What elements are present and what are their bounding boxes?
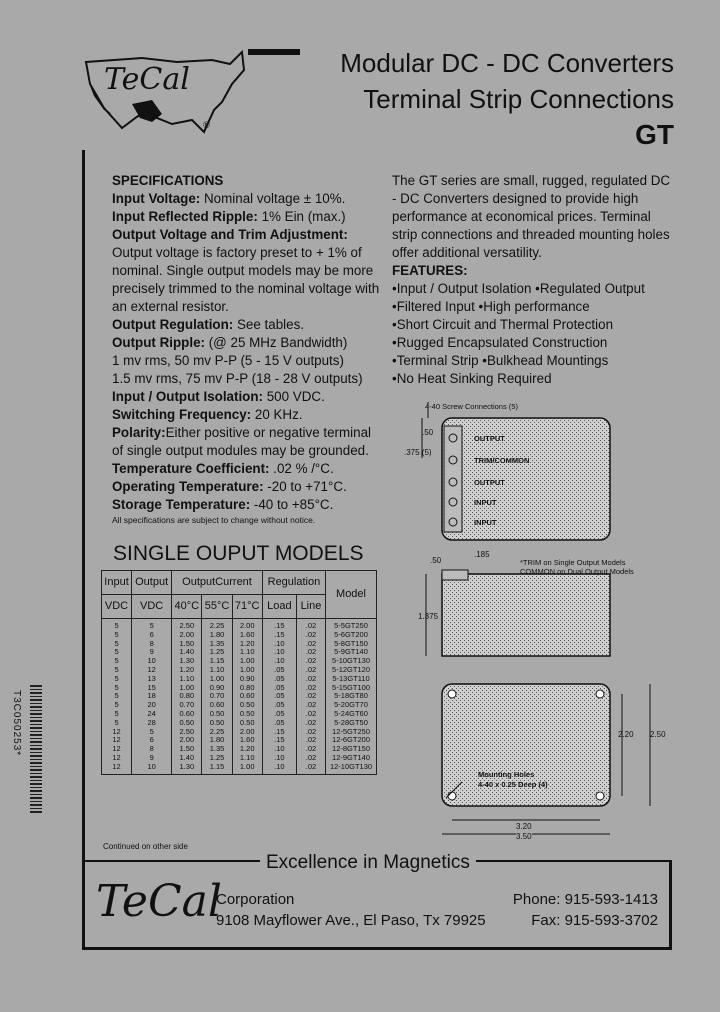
table-cell: 2.25 [202, 728, 232, 737]
polarity-value: Either positive or negative terminal of single output modules may be grounded. [112, 425, 372, 458]
table-cell: 6 [132, 631, 172, 640]
output-ripple-label: Output Ripple: [112, 335, 205, 350]
company-address: 9108 Mayflower Ave., El Paso, Tx 79925 [216, 912, 486, 929]
trim-label: Output Voltage and Trim Adjustment: [112, 227, 348, 242]
table-cell: .02 [296, 754, 325, 763]
table-cell: 1.10 [202, 666, 232, 675]
table-cell: .02 [296, 701, 325, 710]
table-cell: 5 [102, 675, 132, 684]
feature-item: •Input / Output Isolation •Regulated Output [392, 281, 645, 296]
dim-1375: 1.375 [418, 612, 439, 621]
table-cell: 5 [132, 619, 172, 631]
table-cell: 15 [132, 684, 172, 693]
terminal-label: TRIM/COMMON [474, 456, 530, 465]
table-cell: 9 [132, 648, 172, 657]
col-line: Line [296, 595, 325, 619]
table-cell: 1.50 [172, 745, 202, 754]
col-vdc-out: VDC [132, 595, 172, 619]
table-cell: .15 [262, 631, 296, 640]
table-cell: 0.60 [172, 710, 202, 719]
table-cell: .02 [296, 692, 325, 701]
table-cell: 18 [132, 692, 172, 701]
table-cell: .02 [296, 763, 325, 774]
trim-note-2: COMMON on Dual Output Models [520, 567, 634, 576]
table-cell: 12 [102, 736, 132, 745]
table-cell: 0.90 [232, 675, 262, 684]
table-cell: 5-13GT110 [326, 675, 377, 684]
table-cell: 0.50 [232, 719, 262, 728]
table-cell: .15 [262, 736, 296, 745]
table-cell: 1.30 [172, 763, 202, 774]
title-line-1: Modular DC - DC Converters [340, 48, 674, 78]
table-cell: 12 [102, 745, 132, 754]
table-cell: 5-12GT120 [326, 666, 377, 675]
table-cell: 1.15 [202, 763, 232, 774]
features-heading: FEATURES: [392, 263, 468, 278]
trim-text: Output voltage is factory preset to + 1% of nominal. Single output models may be more precisely trimmed to the nominal voltage with an external resistor. [112, 245, 380, 314]
table-cell: 5-9GT140 [326, 648, 377, 657]
table-cell: 1.80 [202, 631, 232, 640]
phone-number: Phone: 915-593-1413 [512, 891, 658, 908]
table-cell: 5 [102, 684, 132, 693]
table-cell: .10 [262, 754, 296, 763]
table-cell: .05 [262, 692, 296, 701]
table-cell: 12 [102, 754, 132, 763]
storage-temp-value: -40 to +85°C. [253, 497, 334, 512]
table-cell: .02 [296, 640, 325, 649]
table-cell: 0.90 [202, 684, 232, 693]
table-cell: 9 [132, 754, 172, 763]
table-cell: 1.00 [172, 684, 202, 693]
col-model: Model [326, 571, 377, 619]
table-cell: 0.60 [232, 692, 262, 701]
continued-note: Continued on other side [103, 842, 188, 851]
table-cell: .15 [262, 619, 296, 631]
input-voltage-label: Input Voltage: [112, 191, 201, 206]
table-cell: 12-8GT150 [326, 745, 377, 754]
table-cell: 2.50 [172, 619, 202, 631]
table-cell: 12-10GT130 [326, 763, 377, 774]
dim-50: .50 [422, 428, 434, 437]
table-cell: 5-8GT150 [326, 640, 377, 649]
feature-item: •Short Circuit and Thermal Protection [392, 317, 614, 332]
table-cell: 5 [102, 710, 132, 719]
table-cell: 12-6GT200 [326, 736, 377, 745]
isolation-label: Input / Output Isolation: [112, 389, 263, 404]
table-cell: 12 [102, 728, 132, 737]
table-cell: 5 [102, 648, 132, 657]
tempco-value: .02 % /°C. [273, 461, 334, 476]
input-voltage-value: Nominal voltage ± 10%. [204, 191, 346, 206]
table-cell: 2.50 [172, 728, 202, 737]
side-barcode [30, 685, 42, 815]
table-cell: 5-18GT80 [326, 692, 377, 701]
table-cell: 0.50 [202, 710, 232, 719]
table-row [102, 763, 377, 774]
table-cell: 5-15GT100 [326, 684, 377, 693]
table-cell: 24 [132, 710, 172, 719]
table-cell: 2.00 [232, 728, 262, 737]
table-cell: 0.60 [202, 701, 232, 710]
table-cell: 1.10 [232, 648, 262, 657]
table-cell: 12 [132, 666, 172, 675]
dim-350: 3.50 [516, 832, 532, 841]
table-cell: 1.10 [172, 675, 202, 684]
trim-note-1: *TRIM on Single Output Models [520, 558, 626, 567]
frame-left-rule [82, 150, 85, 950]
table-cell: 5 [102, 701, 132, 710]
table-cell: 2.00 [172, 631, 202, 640]
table-cell: 1.20 [232, 745, 262, 754]
terminal-label: INPUT [474, 498, 497, 507]
col-55c: 55°C [202, 595, 232, 619]
table-cell: .02 [296, 619, 325, 631]
series-description: The GT series are small, rugged, regulated DC - DC Converters designed to provide high performance at economical prices. Terminal strip connections and threaded mounting holes offer additional versatility. [392, 173, 671, 260]
side-view-body [442, 574, 610, 656]
feature-item: •Terminal Strip •Bulkhead Mountings [392, 353, 609, 368]
isolation-value: 500 VDC. [266, 389, 325, 404]
frame-right-rule [669, 860, 672, 950]
table-cell: 5-24GT60 [326, 710, 377, 719]
table-cell: 20 [132, 701, 172, 710]
dim-250: 2.50 [650, 730, 666, 739]
table-cell: .05 [262, 675, 296, 684]
table-cell: 10 [132, 657, 172, 666]
slogan: Excellence in Magnetics [260, 852, 476, 874]
table-cell: .02 [296, 719, 325, 728]
table-row [102, 619, 377, 631]
series-code: GT [635, 119, 674, 150]
table-cell: 2.00 [172, 736, 202, 745]
table-cell: 5-6GT200 [326, 631, 377, 640]
ripple-value: 1% Ein (max.) [261, 209, 346, 224]
operating-temp-label: Operating Temperature: [112, 479, 264, 494]
table-cell: 1.20 [232, 640, 262, 649]
col-output-current: OutputCurrent [172, 571, 263, 595]
table-cell: 12-9GT140 [326, 754, 377, 763]
table-cell: 1.00 [232, 763, 262, 774]
table-cell: 1.00 [232, 657, 262, 666]
feature-item: •Rugged Encapsulated Construction [392, 335, 608, 350]
table-cell: 5-10GT130 [326, 657, 377, 666]
dim-185: .185 [474, 550, 490, 559]
storage-temp-label: Storage Temperature: [112, 497, 251, 512]
table-cell: .02 [296, 648, 325, 657]
regulation-value: See tables. [236, 317, 304, 332]
table-cell: 1.35 [202, 745, 232, 754]
table-cell: .02 [296, 710, 325, 719]
col-71c: 71°C [232, 595, 262, 619]
frame-bottom-rule [82, 947, 672, 950]
dim-side-50: .50 [430, 556, 442, 565]
table-cell: .02 [296, 684, 325, 693]
feature-item: •Filtered Input •High performance [392, 299, 590, 314]
table-cell: 1.60 [232, 736, 262, 745]
table-cell: 5 [102, 619, 132, 631]
screw-note: 4-40 Screw Connections (5) [425, 402, 518, 411]
table-cell: 1.40 [172, 648, 202, 657]
specifications-block [112, 172, 384, 526]
table-cell: 1.00 [232, 666, 262, 675]
company-name: Corporation [216, 891, 295, 908]
output-ripple-line-1: 1 mv rms, 50 mv P-P (5 - 15 V outputs) [112, 353, 344, 368]
table-cell: 1.60 [232, 631, 262, 640]
title-line-2: Terminal Strip Connections [363, 84, 674, 114]
dim-375: .375 (5) [404, 448, 432, 457]
table-cell: .05 [262, 684, 296, 693]
table-cell: 28 [132, 719, 172, 728]
col-input: Input [102, 571, 132, 595]
table-cell: .05 [262, 701, 296, 710]
models-title: SINGLE OUPUT MODELS [113, 542, 364, 565]
table-cell: 8 [132, 745, 172, 754]
table-cell: 5 [102, 640, 132, 649]
table-cell: 1.35 [202, 640, 232, 649]
table-cell: 5 [102, 657, 132, 666]
table-cell: 0.50 [172, 719, 202, 728]
switching-label: Switching Frequency: [112, 407, 252, 422]
registered-mark: ® [203, 120, 210, 130]
table-cell: .05 [262, 666, 296, 675]
table-cell: 1.40 [172, 754, 202, 763]
col-output: Output [132, 571, 172, 595]
table-cell: 12-5GT250 [326, 728, 377, 737]
table-cell: 0.50 [232, 701, 262, 710]
table-cell: 5-20GT70 [326, 701, 377, 710]
table-cell: 2.25 [202, 619, 232, 631]
table-cell: 0.70 [172, 701, 202, 710]
table-cell: 5-5GT250 [326, 619, 377, 631]
mount-note-1: Mounting Holes [478, 770, 535, 779]
table-cell: .05 [262, 710, 296, 719]
col-vdc-in: VDC [102, 595, 132, 619]
logo-text: TeCal [104, 62, 190, 97]
table-cell: .02 [296, 728, 325, 737]
feature-item: •No Heat Sinking Required [392, 371, 552, 386]
table-cell: .10 [262, 763, 296, 774]
table-cell: 1.80 [202, 736, 232, 745]
table-cell: 1.25 [202, 754, 232, 763]
table-cell: .10 [262, 648, 296, 657]
table-cell: 0.80 [232, 684, 262, 693]
regulation-label: Output Regulation: [112, 317, 234, 332]
table-cell: 10 [132, 763, 172, 774]
table-cell: 0.50 [232, 710, 262, 719]
table-cell: .05 [262, 719, 296, 728]
intro-block [392, 172, 672, 388]
table-cell: 1.50 [172, 640, 202, 649]
table-cell: 8 [132, 640, 172, 649]
models-table-body [102, 619, 377, 775]
table-cell: .02 [296, 745, 325, 754]
table-cell: 1.25 [202, 648, 232, 657]
col-regulation: Regulation [262, 571, 325, 595]
table-cell: .02 [296, 631, 325, 640]
table-cell: 1.00 [202, 675, 232, 684]
dimension-diagrams [400, 396, 675, 846]
operating-temp-value: -20 to +71°C. [267, 479, 347, 494]
dim-220: 2.20 [618, 730, 634, 739]
terminal-label: OUTPUT [474, 434, 505, 443]
table-cell: 0.50 [202, 719, 232, 728]
col-40c: 40°C [172, 595, 202, 619]
table-cell: 5 [102, 719, 132, 728]
table-cell: 5 [132, 728, 172, 737]
ripple-label: Input Reflected Ripple: [112, 209, 258, 224]
table-cell: .15 [262, 728, 296, 737]
table-cell: .10 [262, 745, 296, 754]
fax-number: Fax: 915-593-3702 [531, 912, 658, 929]
table-cell: 1.10 [232, 754, 262, 763]
specs-heading: SPECIFICATIONS [112, 173, 224, 188]
table-cell: .10 [262, 657, 296, 666]
side-code: T3C050253* [11, 690, 22, 757]
output-ripple-value: (@ 25 MHz Bandwidth) [208, 335, 348, 350]
col-load: Load [262, 595, 296, 619]
table-cell: 0.70 [202, 692, 232, 701]
table-cell: 1.30 [172, 657, 202, 666]
table-cell: 12 [102, 763, 132, 774]
mount-note-2: 4-40 x 0.25 Deep (4) [478, 780, 548, 789]
table-cell: 1.15 [202, 657, 232, 666]
footer-logo: TeCal [96, 876, 222, 927]
specs-footnote: All specifications are subject to change without notice. [112, 515, 316, 525]
terminal-label: INPUT [474, 518, 497, 527]
table-cell: .02 [296, 675, 325, 684]
table-cell: .10 [262, 640, 296, 649]
models-table [101, 570, 377, 775]
table-cell: 0.80 [172, 692, 202, 701]
header-rule-bar [248, 49, 300, 55]
table-cell: .02 [296, 736, 325, 745]
dim-320: 3.20 [516, 822, 532, 831]
table-cell: 2.00 [232, 619, 262, 631]
table-cell: .02 [296, 666, 325, 675]
table-cell: 6 [132, 736, 172, 745]
top-view-body [442, 418, 610, 540]
switching-value: 20 KHz. [254, 407, 303, 422]
table-cell: 13 [132, 675, 172, 684]
table-cell: 5 [102, 631, 132, 640]
tempco-label: Temperature Coefficient: [112, 461, 270, 476]
polarity-label: Polarity: [112, 425, 166, 440]
table-cell: 5 [102, 666, 132, 675]
output-ripple-line-2: 1.5 mv rms, 75 mv P-P (18 - 28 V outputs) [112, 371, 363, 386]
table-cell: 5 [102, 692, 132, 701]
table-cell: 1.20 [172, 666, 202, 675]
table-cell: 5-28GT50 [326, 719, 377, 728]
terminal-label: OUTPUT [474, 478, 505, 487]
table-cell: .02 [296, 657, 325, 666]
